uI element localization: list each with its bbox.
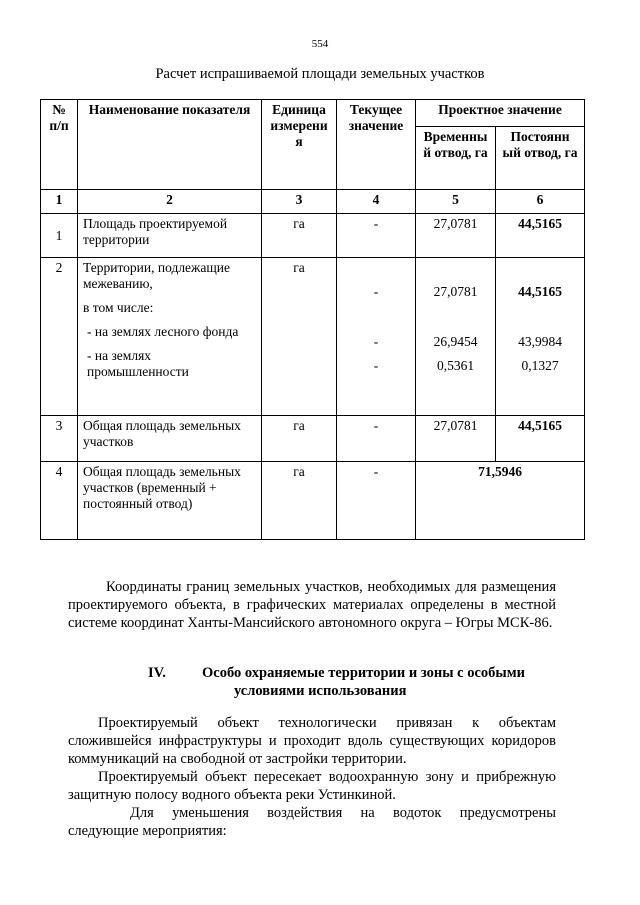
paragraph-water-zone: Проектируемый объект пересекает водоохранную зону и прибрежную защитную полосу водного объекта реки Устинкиной.	[68, 769, 556, 803]
permanent-industry: 0,1327	[521, 358, 559, 373]
row-unit: га	[262, 258, 337, 416]
col-number: 3	[262, 190, 337, 214]
table-row	[41, 214, 585, 258]
col-number: 2	[78, 190, 262, 214]
coordinates-paragraph: Координаты границ земельных участков, необходимых для размещения проектируемого объекта, в графических материалах определены в местной системе координат Ханты-Мансийского автономного округа – Югры МСК-86.	[68, 579, 556, 631]
row-num: 4	[41, 462, 78, 540]
current-main: -	[373, 284, 379, 299]
row-current	[337, 258, 416, 416]
row-num: 3	[41, 416, 78, 462]
row-temporary: 27,0781	[416, 214, 496, 258]
header-name: Наименование показателя	[78, 100, 262, 190]
row-permanent	[496, 258, 585, 416]
row-current: -	[337, 462, 416, 540]
row-temporary: 27,0781	[416, 416, 496, 462]
current-industry: -	[373, 358, 379, 373]
permanent-forest: 43,9984	[518, 334, 562, 349]
paragraph-infrastructure: Проектируемый объект технологически привязан к объектам сложившейся инфраструктуры и проходит вдоль существующих коридоров коммуникаций на свободной от застройки территории.	[68, 715, 556, 767]
col-number: 4	[337, 190, 416, 214]
row-name	[78, 258, 262, 416]
header-projected: Проектное значение	[416, 100, 585, 127]
row-permanent: 44,5165	[496, 416, 585, 462]
row-name-main: Территории, подлежащие межеванию,	[83, 260, 230, 291]
row-permanent: 44,5165	[496, 214, 585, 258]
temporary-industry: 0,5361	[436, 358, 475, 373]
page-number: 554	[311, 38, 329, 50]
row-name: Общая площадь земельных участков (временный + постоянный отвод)	[78, 462, 262, 540]
section-title-line2: условиями использования	[234, 683, 407, 699]
col-number: 5	[416, 190, 496, 214]
row-name-industry: - на землях промышленности	[87, 348, 189, 379]
header-unit: Единица измерени я	[262, 100, 337, 190]
row-num: 2	[41, 258, 78, 416]
section-title-line1: Особо охраняемые территории и зоны с особыми	[202, 665, 525, 681]
col-number: 1	[41, 190, 78, 214]
table-title: Расчет испрашиваемой площади земельных участков	[155, 66, 485, 82]
row-name-including: в том числе:	[83, 300, 154, 315]
row-unit: га	[262, 416, 337, 462]
row-name: Площадь проектируемой территории	[78, 214, 262, 258]
header-temporary: Временны й отвод, га	[416, 127, 496, 190]
paragraph-measures: Для уменьшения воздействия на водоток предусмотрены следующие мероприятия:	[68, 805, 556, 839]
row-unit: га	[262, 462, 337, 540]
temporary-main: 27,0781	[433, 284, 478, 299]
row-total: 71,5946	[416, 462, 585, 540]
header-num: № п/п	[41, 100, 78, 190]
area-table	[40, 99, 585, 540]
row-temporary	[416, 258, 496, 416]
header-permanent: Постоянн ый отвод, га	[496, 127, 585, 190]
permanent-main: 44,5165	[518, 284, 562, 299]
section-number: IV.	[148, 665, 166, 681]
table-row	[41, 416, 585, 462]
row-num: 1	[41, 214, 78, 258]
row-current: -	[337, 416, 416, 462]
header-current: Текущее значение	[337, 100, 416, 190]
col-number: 6	[496, 190, 585, 214]
table-row	[41, 258, 585, 416]
table-row	[41, 462, 585, 540]
column-number-row	[41, 190, 585, 214]
row-name-forest: - на землях лесного фонда	[87, 324, 239, 339]
temporary-forest: 26,9454	[433, 334, 478, 349]
row-unit: га	[262, 214, 337, 258]
current-forest: -	[373, 334, 379, 349]
row-current: -	[337, 214, 416, 258]
row-name: Общая площадь земельных участков	[78, 416, 262, 462]
